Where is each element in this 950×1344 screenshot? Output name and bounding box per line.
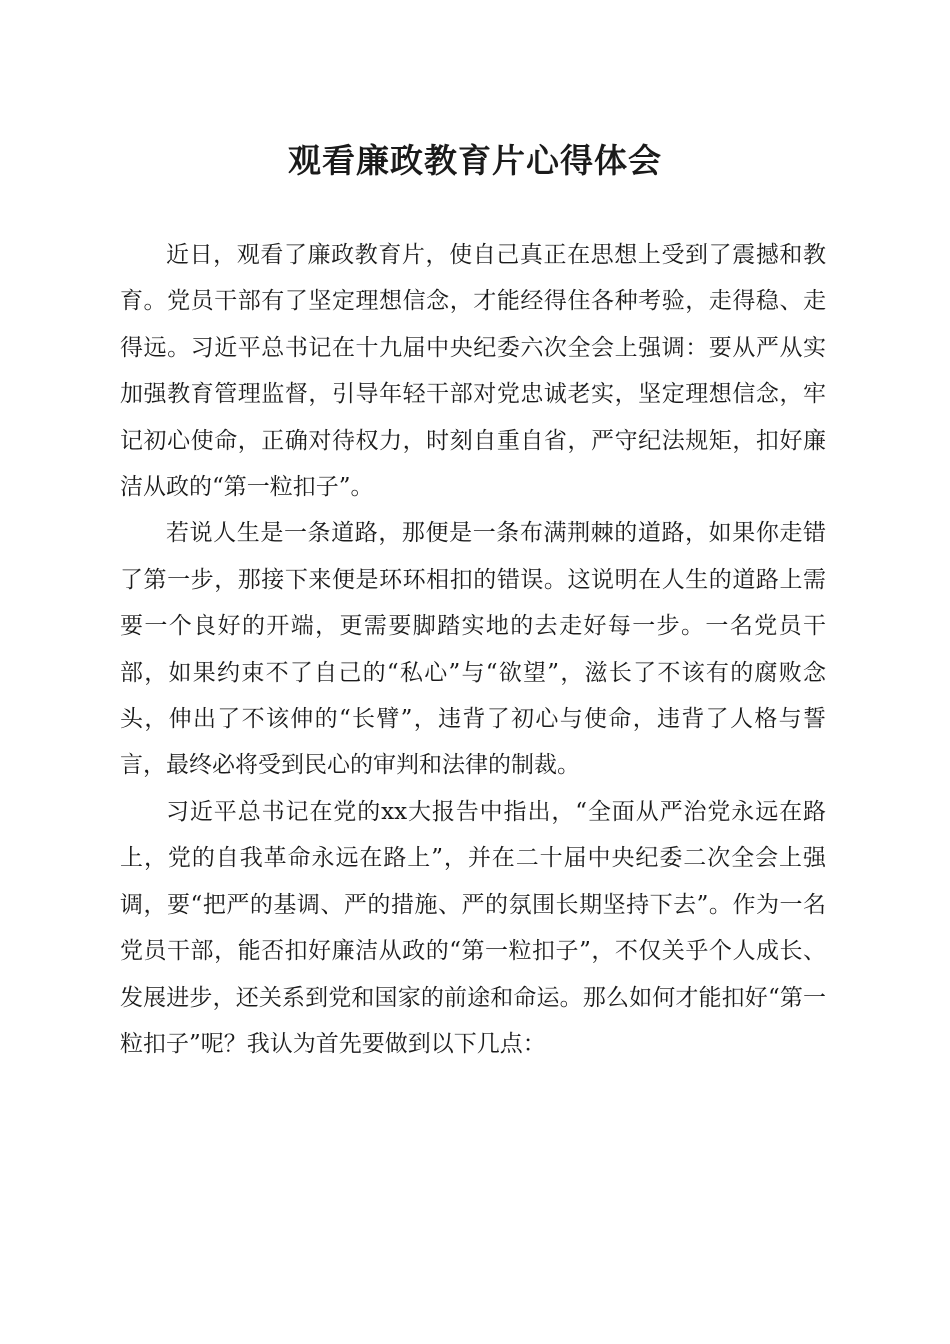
paragraph-1: 近日，观看了廉政教育片，使自己真正在思想上受到了震撼和教育。党员干部有了坚定理想信念，才能经得住各种考验，走得稳、走得远。习近平总书记在十九届中央纪委六次全会上强调：要从严从实加强教育管理监督，引导年轻干部对党忠诚老实，坚定理想信念，牢记初心使命，正确对待权力，时刻自重自省，严守纪法规矩，扣好廉洁从政的“第一粒扣子”。 — [120, 242, 826, 501]
paragraph-2: 若说人生是一条道路，那便是一条布满荆棘的道路，如果你走错了第一步，那接下来便是环环相扣的错误。这说明在人生的道路上需要一个良好的开端，更需要脚踏实地的去走好每一步。一名党员干部，如果约束不了自己的“私心”与“欲望”，滋长了不该有的腐败念头，伸出了不该伸的“长臂”，违背了初心与使命，违背了人格与誓言，最终必将受到民心的审判和法律的制裁。 — [120, 520, 826, 779]
document-title: 观看廉政教育片心得体会 — [288, 141, 662, 180]
paragraph-3: 习近平总书记在党的xx大报告中指出，“全面从严治党永远在路上，党的自我革命永远在路上”，并在二十届中央纪委二次全会上强调，要“把严的基调、严的措施、严的氛围长期坚持下去”。作为一名党员干部，能否扣好廉洁从政的“第一粒扣子”，不仅关乎个人成长、发展进步，还关系到党和国家的前途和命运。那么如何才能扣好“第一粒扣子”呢？我认为首先要做到以下几点： — [120, 798, 826, 1057]
document-body — [120, 232, 826, 1067]
